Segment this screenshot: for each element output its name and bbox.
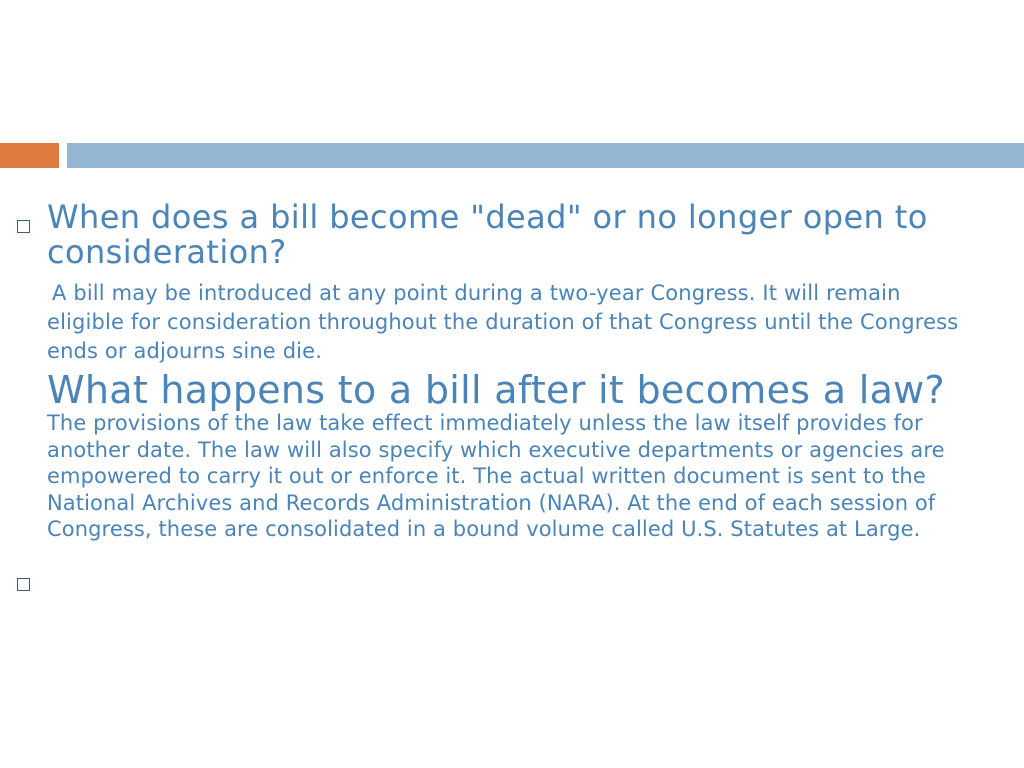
question-after-law: What happens to a bill after it becomes a law? (47, 368, 946, 412)
answer-dead-bill: A bill may be introduced at any point during a two-year Congress. It will remain eligible for consideration throughout the duration of that Congress until the Congress ends or adjourns sine die. (47, 281, 959, 363)
orange-accent-bar (0, 143, 59, 168)
hollow-square-bullet-icon (17, 578, 30, 591)
answer-after-law: The provisions of the law take effect immediately unless the law itself provides for another date. The law will also specify which executive departments or agencies are empowered to carry it out or enforce it. The actual written document is sent to the National Archives and Records Administration (NARA). At the end of each session of Congress, these are consolidated in a bound volume called U.S. Statutes at Large. (47, 411, 945, 541)
bullet-item-after-law (0, 370, 1024, 543)
blue-accent-bar (67, 143, 1024, 168)
hollow-square-bullet-icon (17, 220, 30, 233)
question-dead-bill: When does a bill become "dead" or no longer open to consideration? (47, 198, 928, 271)
slide-content (0, 200, 1024, 543)
bullet-item-dead-bill (0, 200, 1024, 366)
